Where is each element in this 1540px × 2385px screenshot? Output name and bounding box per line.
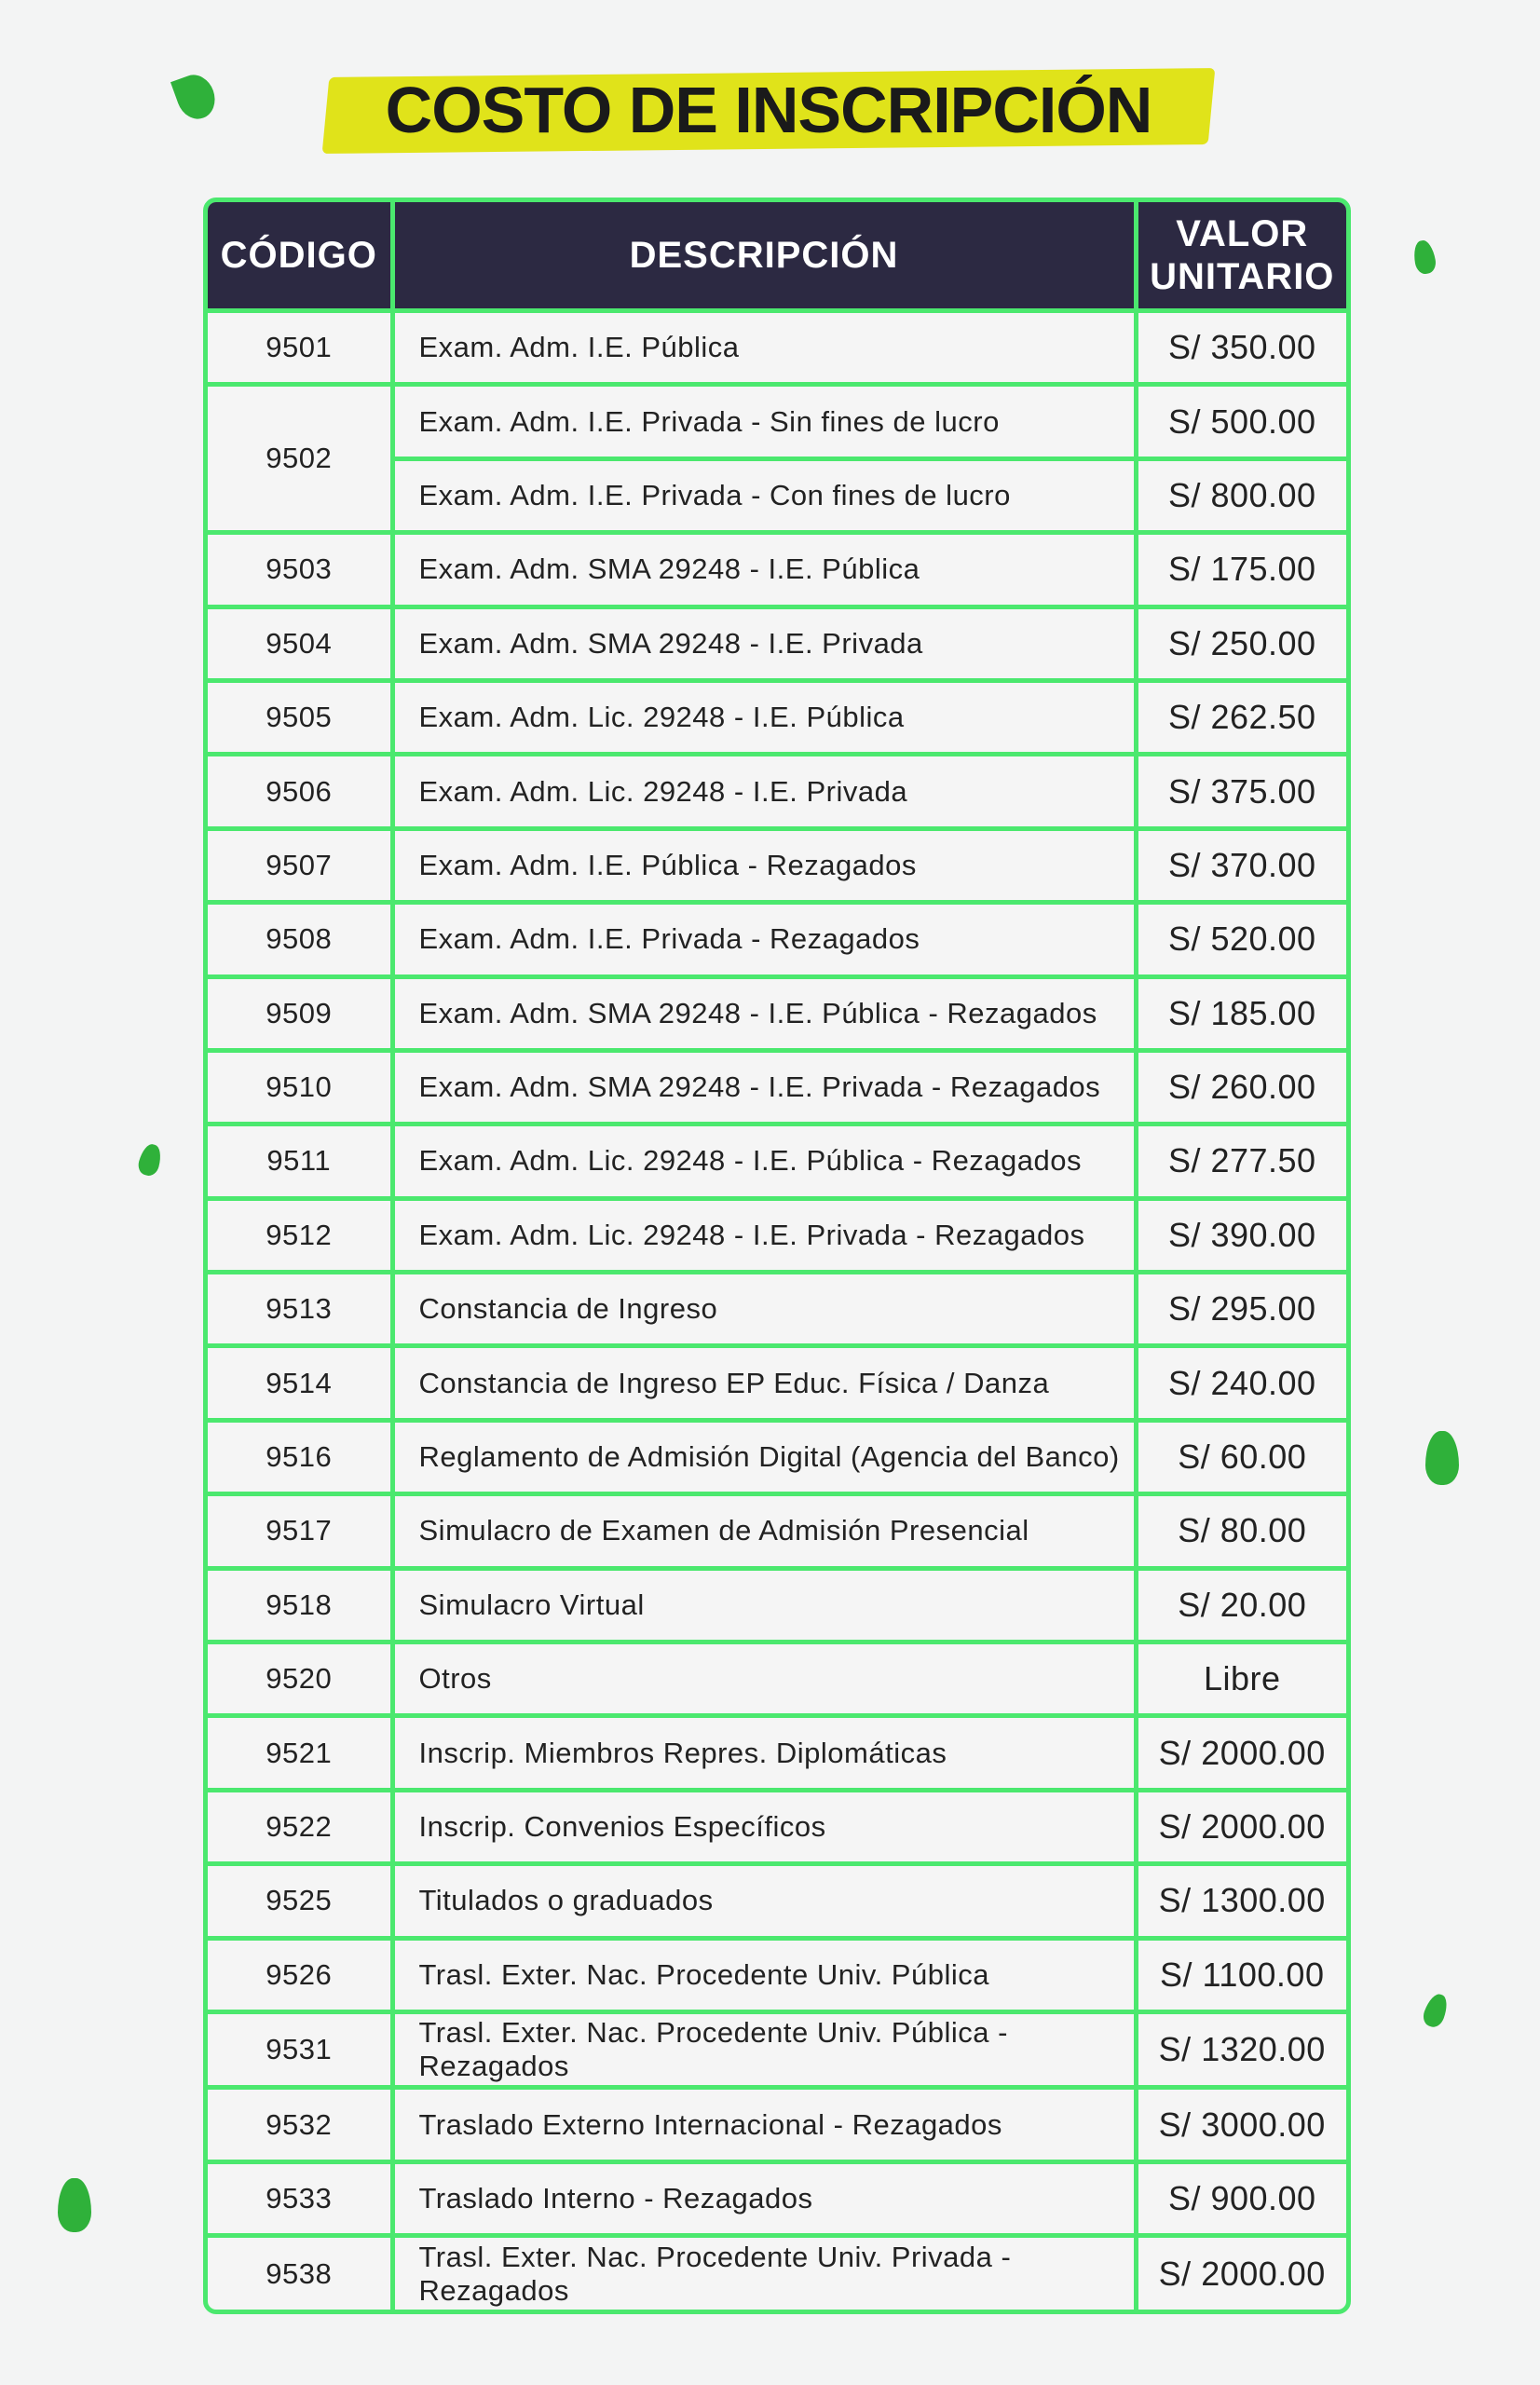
cell-description: Simulacro Virtual: [392, 1568, 1136, 1642]
cell-code: 9510: [208, 1050, 392, 1124]
table-row: [208, 606, 1346, 680]
cell-price: S/ 250.00: [1136, 606, 1346, 680]
table-row: [208, 1273, 1346, 1346]
leaf-decoration-icon: [170, 70, 221, 125]
table-row: [208, 1346, 1346, 1420]
cost-table: [208, 202, 1346, 2310]
cell-price: S/ 20.00: [1136, 1568, 1346, 1642]
table-row: [208, 1864, 1346, 1938]
cell-price: S/ 375.00: [1136, 755, 1346, 828]
cell-description: Constancia de Ingreso EP Educ. Física / Danza: [392, 1346, 1136, 1420]
cell-description: Trasl. Exter. Nac. Procedente Univ. Pública: [392, 1938, 1136, 2011]
cell-description: Exam. Adm. SMA 29248 - I.E. Pública: [392, 533, 1136, 606]
table-row: [208, 1420, 1346, 1493]
cell-code: 9521: [208, 1716, 392, 1790]
cell-code: 9503: [208, 533, 392, 606]
cell-price: S/ 240.00: [1136, 1346, 1346, 1420]
cell-code: 9522: [208, 1790, 392, 1863]
leaf-decoration-icon: [1425, 1431, 1459, 1485]
cell-price: S/ 80.00: [1136, 1494, 1346, 1568]
table-row: [208, 1198, 1346, 1272]
leaf-decoration-icon: [58, 2178, 91, 2232]
cell-price: S/ 900.00: [1136, 2161, 1346, 2235]
cell-price: S/ 2000.00: [1136, 1716, 1346, 1790]
cell-description: Inscrip. Convenios Específicos: [392, 1790, 1136, 1863]
cell-description: Exam. Adm. SMA 29248 - I.E. Pública - Rezagados: [392, 976, 1136, 1050]
table-row: [208, 828, 1346, 902]
cell-price: S/ 175.00: [1136, 533, 1346, 606]
cell-code: 9525: [208, 1864, 392, 1938]
cell-price: S/ 185.00: [1136, 976, 1346, 1050]
cell-price: S/ 3000.00: [1136, 2088, 1346, 2161]
cell-price: Libre: [1136, 1642, 1346, 1716]
header-code: CÓDIGO: [208, 202, 392, 311]
cell-description: Otros: [392, 1642, 1136, 1716]
cell-description: Exam. Adm. SMA 29248 - I.E. Privada: [392, 606, 1136, 680]
header-description: DESCRIPCIÓN: [392, 202, 1136, 311]
table-row: [208, 2088, 1346, 2161]
cell-price: S/ 2000.00: [1158, 2254, 1326, 2293]
table-row: [208, 1568, 1346, 1642]
cell-code: 9533: [208, 2161, 392, 2235]
cell-code: 9526: [208, 1938, 392, 2011]
cell-code: 9509: [208, 976, 392, 1050]
cell-code: 9506: [208, 755, 392, 828]
table-row: [208, 1642, 1346, 1716]
table-row: [208, 1494, 1346, 1568]
table-row: [208, 1050, 1346, 1124]
cell-price: S/ 295.00: [1136, 1273, 1346, 1346]
cell-price: S/ 60.00: [1136, 1420, 1346, 1493]
cell-code: 9514: [208, 1346, 392, 1420]
cell-description: Inscrip. Miembros Repres. Diplomáticas: [392, 1716, 1136, 1790]
cell-description: Exam. Adm. Lic. 29248 - I.E. Privada - Rezagados: [392, 1198, 1136, 1272]
cell-code: 9501: [208, 311, 392, 385]
cell-description: Exam. Adm. I.E. Privada - Sin fines de lucro: [392, 385, 1136, 458]
cell-code: 9513: [208, 1273, 392, 1346]
cell-description: Traslado Externo Internacional - Rezagados: [392, 2088, 1136, 2161]
header-value-line2: UNITARIO: [1150, 256, 1335, 297]
table-row: [208, 533, 1346, 606]
table-row: [208, 903, 1346, 976]
cell-description: Traslado Interno - Rezagados: [392, 2161, 1136, 2235]
cost-table-frame: [203, 198, 1351, 2314]
table-row: [208, 311, 1346, 385]
cell-description: Exam. Adm. SMA 29248 - I.E. Privada - Rezagados: [392, 1050, 1136, 1124]
header-value: [1136, 202, 1346, 311]
table-row: [208, 2236, 1346, 2310]
table-row: [208, 1716, 1346, 1790]
title-banner: [326, 65, 1211, 155]
cell-description: Exam. Adm. I.E. Privada - Con fines de lucro: [392, 458, 1136, 532]
table-header-row: [208, 202, 1346, 311]
cell-description: Exam. Adm. Lic. 29248 - I.E. Pública - Rezagados: [392, 1124, 1136, 1198]
cell-price: S/ 520.00: [1136, 903, 1346, 976]
cell-code: 9518: [208, 1568, 392, 1642]
cell-price: S/ 370.00: [1136, 828, 1346, 902]
cell-price: S/ 1100.00: [1136, 1938, 1346, 2011]
table-row: [208, 976, 1346, 1050]
cell-price: S/ 277.50: [1136, 1124, 1346, 1198]
cell-description: Trasl. Exter. Nac. Procedente Univ. Pública - Rezagados: [392, 2011, 1136, 2087]
cell-code: 9516: [208, 1420, 392, 1493]
leaf-decoration-icon: [1421, 1991, 1451, 2029]
table-row: [208, 680, 1346, 754]
cell-code: 9512: [208, 1198, 392, 1272]
cell-description: Exam. Adm. I.E. Pública - Rezagados: [392, 828, 1136, 902]
table-body: [208, 311, 1346, 2310]
header-value-line1: VALOR: [1176, 213, 1309, 254]
table-row: [208, 1790, 1346, 1863]
cell-description: Trasl. Exter. Nac. Procedente Univ. Privada - Rezagados: [392, 2236, 1136, 2310]
cell-code: 9507: [208, 828, 392, 902]
cell-code: 9511: [208, 1124, 392, 1198]
cell-description: Exam. Adm. I.E. Privada - Rezagados: [392, 903, 1136, 976]
cell-description: Simulacro de Examen de Admisión Presencial: [392, 1494, 1136, 1568]
table-row: [208, 755, 1346, 828]
cell-price: S/ 350.00: [1136, 311, 1346, 385]
cell-price: S/ 1300.00: [1136, 1864, 1346, 1938]
cell-code: 9520: [208, 1642, 392, 1716]
cell-description: Exam. Adm. Lic. 29248 - I.E. Pública: [392, 680, 1136, 754]
cell-code: 9508: [208, 903, 392, 976]
cell-description: Constancia de Ingreso: [392, 1273, 1136, 1346]
cell-code: 9531: [208, 2011, 392, 2087]
cell-description: Reglamento de Admisión Digital (Agencia del Banco): [392, 1420, 1136, 1493]
cell-code: 9538: [208, 2236, 392, 2310]
cell-code: 9502: [208, 385, 392, 533]
leaf-decoration-icon: [1411, 238, 1438, 275]
cell-price: S/ 800.00: [1136, 458, 1346, 532]
cell-code: 9532: [208, 2088, 392, 2161]
cell-price: S/ 500.00: [1136, 385, 1346, 458]
table-row: [208, 1124, 1346, 1198]
table-row: [208, 1938, 1346, 2011]
cell-price: S/ 262.50: [1136, 680, 1346, 754]
cell-code: 9517: [208, 1494, 392, 1568]
leaf-decoration-icon: [136, 1142, 164, 1179]
cell-price: S/ 390.00: [1136, 1198, 1346, 1272]
cell-code: 9504: [208, 606, 392, 680]
table-row: [208, 385, 1346, 458]
cell-price: S/ 260.00: [1136, 1050, 1346, 1124]
cell-price: S/ 1320.00: [1136, 2011, 1346, 2087]
cell-description: Exam. Adm. I.E. Pública: [392, 311, 1136, 385]
table-row: [208, 2011, 1346, 2087]
page-title: COSTO DE INSCRIPCIÓN: [385, 74, 1152, 146]
cell-description: Exam. Adm. Lic. 29248 - I.E. Privada: [392, 755, 1136, 828]
cell-price: S/ 2000.00: [1136, 1790, 1346, 1863]
cell-description: Titulados o graduados: [392, 1864, 1136, 1938]
cell-code: 9505: [208, 680, 392, 754]
table-row: [208, 2161, 1346, 2235]
